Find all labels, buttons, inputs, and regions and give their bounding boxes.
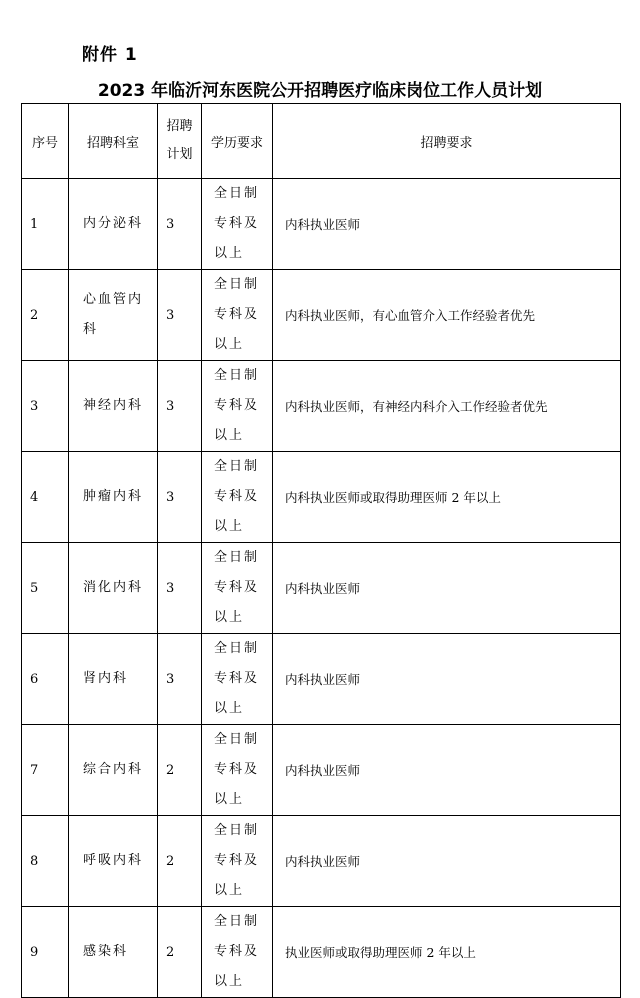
table-row	[22, 270, 621, 361]
cell-req: 内科执业医师	[273, 179, 621, 270]
cell-edu: 全日制专科及以上	[202, 816, 273, 907]
cell-plan: 2	[158, 907, 202, 998]
header-num: 序号	[22, 104, 69, 179]
table-header-row	[22, 104, 621, 179]
header-plan: 招聘计划	[158, 104, 202, 179]
cell-num: 8	[22, 816, 69, 907]
cell-req: 执业医师或取得助理医师 2 年以上	[273, 907, 621, 998]
cell-edu: 全日制专科及以上	[202, 725, 273, 816]
cell-plan: 3	[158, 452, 202, 543]
cell-dept: 神经内科	[69, 361, 158, 452]
cell-req: 内科执业医师或取得助理医师 2 年以上	[273, 452, 621, 543]
cell-plan: 3	[158, 634, 202, 725]
table-row	[22, 179, 621, 270]
table-row	[22, 452, 621, 543]
cell-num: 4	[22, 452, 69, 543]
cell-dept: 内分泌科	[69, 179, 158, 270]
table-row	[22, 543, 621, 634]
attachment-label: 附件 1	[82, 45, 138, 65]
cell-req: 内科执业医师，有神经内科介入工作经验者优先	[273, 361, 621, 452]
cell-edu: 全日制专科及以上	[202, 543, 273, 634]
cell-dept: 肿瘤内科	[69, 452, 158, 543]
table-row	[22, 907, 621, 998]
cell-edu: 全日制专科及以上	[202, 179, 273, 270]
cell-edu: 全日制专科及以上	[202, 452, 273, 543]
cell-plan: 2	[158, 725, 202, 816]
header-req: 招聘要求	[273, 104, 621, 179]
cell-num: 5	[22, 543, 69, 634]
cell-edu: 全日制专科及以上	[202, 361, 273, 452]
cell-dept: 心血管内科	[69, 270, 158, 361]
cell-num: 2	[22, 270, 69, 361]
cell-plan: 3	[158, 361, 202, 452]
cell-edu: 全日制专科及以上	[202, 634, 273, 725]
table-row	[22, 361, 621, 452]
cell-dept: 呼吸内科	[69, 816, 158, 907]
cell-req: 内科执业医师	[273, 725, 621, 816]
cell-req: 内科执业医师	[273, 816, 621, 907]
cell-req: 内科执业医师	[273, 543, 621, 634]
cell-dept: 肾内科	[69, 634, 158, 725]
cell-req: 内科执业医师，有心血管介入工作经验者优先	[273, 270, 621, 361]
cell-plan: 3	[158, 270, 202, 361]
table-row	[22, 634, 621, 725]
cell-dept: 综合内科	[69, 725, 158, 816]
cell-dept: 感染科	[69, 907, 158, 998]
cell-req: 内科执业医师	[273, 634, 621, 725]
cell-num: 3	[22, 361, 69, 452]
cell-num: 7	[22, 725, 69, 816]
cell-plan: 3	[158, 179, 202, 270]
cell-dept: 消化内科	[69, 543, 158, 634]
recruitment-plan-table	[21, 103, 621, 998]
cell-plan: 2	[158, 816, 202, 907]
cell-num: 1	[22, 179, 69, 270]
cell-plan: 3	[158, 543, 202, 634]
header-dept: 招聘科室	[69, 104, 158, 179]
cell-num: 9	[22, 907, 69, 998]
table-row	[22, 816, 621, 907]
document-title: 2023 年临沂河东医院公开招聘医疗临床岗位工作人员计划	[97, 81, 543, 101]
cell-edu: 全日制专科及以上	[202, 907, 273, 998]
cell-num: 6	[22, 634, 69, 725]
header-edu: 学历要求	[202, 104, 273, 179]
cell-edu: 全日制专科及以上	[202, 270, 273, 361]
table-row	[22, 725, 621, 816]
